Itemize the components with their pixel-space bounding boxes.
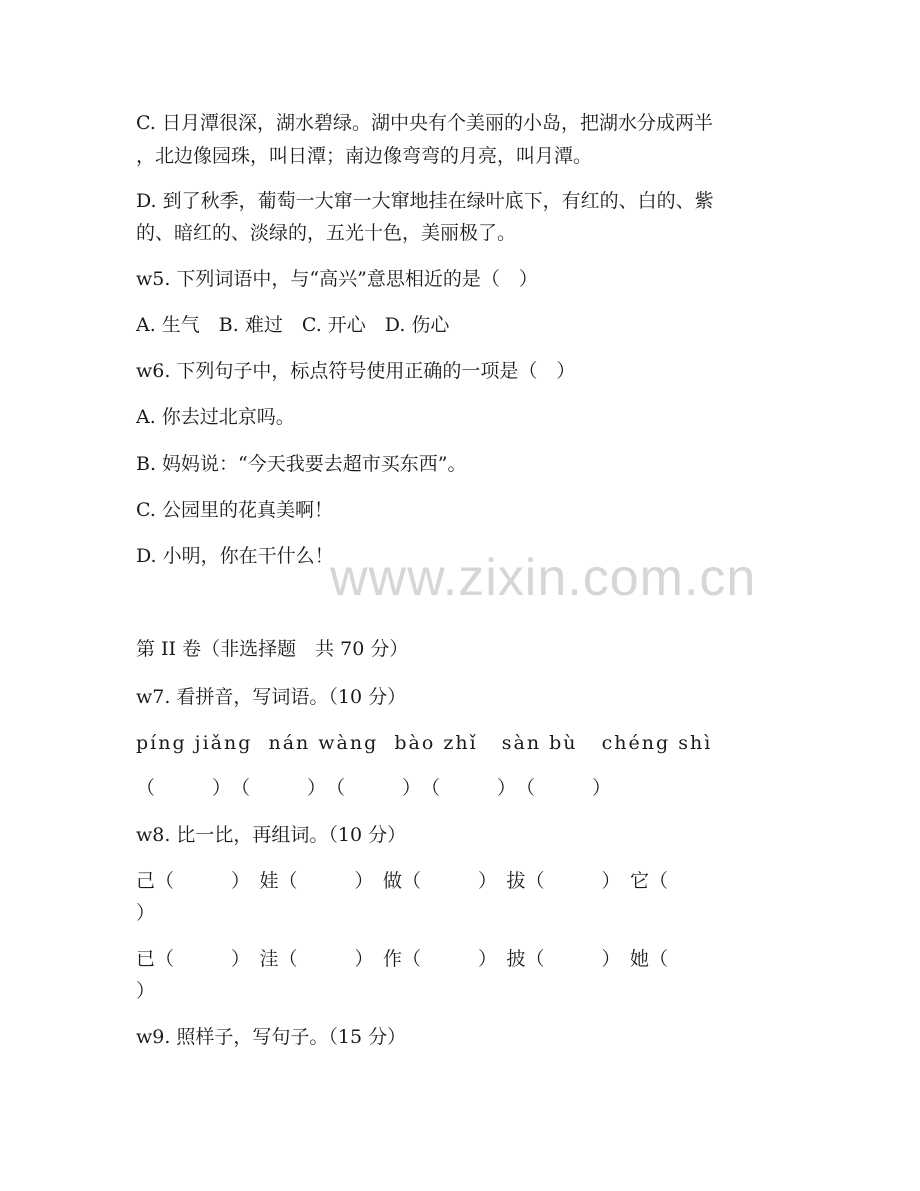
question-7-blanks: （ ） （ ） （ ） （ ） （ ）: [136, 777, 612, 799]
question-8-row-1: 己（ ） 娃（ ） 做（ ） 拔（ ） 它（: [136, 870, 669, 892]
section-heading: 第 II 卷（非选择题 共 70 分）: [136, 638, 409, 660]
question-6-option-a: A. 你去过北京吗。: [136, 406, 295, 428]
question-9: w9. 照样子，写句子。（15 分）: [136, 1026, 407, 1048]
question-6-option-b: B. 妈妈说：“今天我要去超市买东西”。: [136, 453, 467, 475]
option-c-line-2: ，北边像园珠，叫日潭；南边像弯弯的月亮，叫月潭。: [136, 145, 593, 167]
question-8-row-2-wrap: ）: [136, 980, 156, 1002]
question-5: w5. 下列词语中，与“高兴”意思相近的是（ ）: [136, 268, 538, 290]
option-d-line-1: D. 到了秋季，葡萄一大窜一大窜地挂在绿叶底下，有红的、白的、紫: [136, 190, 714, 212]
question-6: w6. 下列句子中，标点符号使用正确的一项是（ ）: [136, 360, 576, 382]
option-c-line-1: C. 日月潭很深，湖水碧绿。湖中央有个美丽的小岛，把湖水分成两半: [136, 112, 713, 134]
question-8-row-1-wrap: ）: [136, 902, 156, 924]
question-6-option-d: D. 小明，你在干什么！: [136, 545, 334, 567]
option-d-line-2: 的、暗红的、淡绿的，五光十色，美丽极了。: [136, 222, 517, 244]
question-7-pinyin: píng jiǎng nán wàng bào zhǐ sàn bù chéng shì: [136, 732, 713, 754]
question-7: w7. 看拼音，写词语。（10 分）: [136, 686, 407, 708]
question-5-options: A. 生气 B. 难过 C. 开心 D. 伤心: [136, 314, 450, 336]
question-8-row-2: 已（ ） 洼（ ） 作（ ） 披（ ） 她（: [136, 948, 669, 970]
question-8: w8. 比一比，再组词。（10 分）: [136, 824, 407, 846]
question-6-option-c: C. 公园里的花真美啊！: [136, 499, 333, 521]
watermark: www.zixin.com.cn: [330, 549, 757, 607]
